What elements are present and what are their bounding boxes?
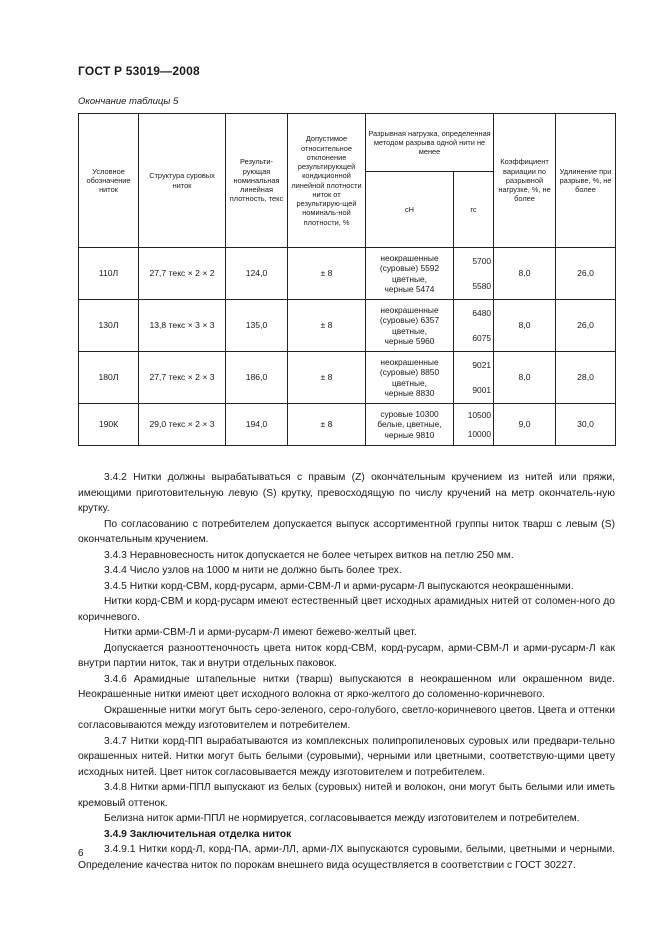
table-caption: Окончание таблицы 5 [78,96,179,107]
load-line: цветные, [392,377,427,388]
cell-deviation: ± 8 [288,248,366,300]
cell-deviation: ± 8 [288,300,366,352]
cell-structure: 13,8 текс × 3 × 3 [139,300,226,352]
cell-density: 135,0 [226,300,288,352]
cell-variation: 8,0 [494,352,556,404]
load-line: черные 9810 [384,429,435,440]
paragraph: Нитки арми-СВМ-Л и арми-русарм-Л имеют бежево-желтый цвет. [104,627,417,638]
paragraph: 3.4.4 Число узлов на 1000 м нити не должно быть более трех. [104,565,402,576]
cell-designation: 180Л [79,352,139,404]
gs-bottom: 6075 [472,332,492,343]
header-deviation: Допустимое относительное отклонение результирующей кондиционной линейной плотности ниток от результирую-щей номиналь-ной плотности, % [288,114,366,248]
cell-load-sn [366,352,454,404]
header-sn: сН [366,172,454,248]
table-row [79,404,616,446]
cell-load-gs [454,404,494,446]
paragraph: Окрашенные нитки могут быть серо-зеленого, серо-голубого, светло-коричневого цветов. Цвета и оттенки согласовываются между изготовителем и потребителем. [78,704,615,731]
cell-deviation: ± 8 [288,352,366,404]
load-line: черные 8830 [384,388,435,398]
document-title: ГОСТ Р 53019—2008 [78,64,200,78]
load-line: (суровые) 8850 [379,367,440,377]
load-line: черные 5474 [384,284,435,294]
gs-top: 9021 [472,360,492,370]
gs-bottom: 5580 [472,280,492,291]
cell-variation: 8,0 [494,300,556,352]
cell-designation: 110Л [79,248,139,300]
paragraph: 3.4.6 Арамидные штапельные нитки (тварш) выпускаются в неокрашенном или окрашенном виде. Неокрашенные нитки имеют цвет исходного волокна от ярко-желтого до соломенно-коричневого. [78,673,615,700]
cell-designation: 130Л [79,300,139,352]
table-row [79,248,616,300]
header-designation: Условное обозначение ниток [79,114,139,248]
gs-top: 6480 [472,308,492,318]
cell-variation: 8,0 [494,248,556,300]
cell-structure: 27,7 текс × 2 × 3 [139,352,226,404]
cell-deviation: ± 8 [288,404,366,446]
cell-load-sn [366,248,454,300]
paragraph: Допускается разнооттеночность цвета ниток корд-СВМ, корд-русарм, арми-СВМ-Л и арми-русарм-Л как внутри партии ниток, так и внутри отдельных паковок. [78,642,615,669]
gs-top: 5700 [472,256,492,266]
gs-bottom: 9001 [472,384,492,395]
paragraph: По согласованию с потребителем допускается выпуск ассортиментной группы ниток тварш с левым (S) окончательным кручением. [78,518,615,545]
cell-designation: 190К [79,404,139,446]
section-heading: 3.4.9 Заключительная отделка ниток [104,828,292,840]
cell-density: 124,0 [226,248,288,300]
header-variation: Коэффициент вариации по разрывной нагрузке, %, не более [494,114,556,248]
body-text [78,470,615,873]
paragraph: 3.4.7 Нитки корд-ПП вырабатываются из комплексных полипропиленовых суровых или предвари-тельно окрашенных нитей. Нитки могут быть белыми (суровыми), черными или цветными, соответствую-щими цвету исходных нитей. Цвет ниток согласовывается между изготовителем и потребителем. [78,735,615,778]
paragraph: 3.4.5 Нитки корд-СВМ, корд-русарм, арми-СВМ-Л и арми-русарм-Л выпускаются неокрашенными. [104,580,574,592]
load-line: белые, цветные, [377,419,442,430]
paragraph: 3.4.8 Нитки арми-ППЛ выпускают из белых (суровых) нитей и волокон, они могут быть белыми или иметь кремовый оттенок. [78,782,615,809]
cell-density: 194,0 [226,404,288,446]
table-row [79,300,616,352]
cell-load-sn [366,300,454,352]
specification-table [78,113,616,446]
page-number: 6 [78,848,84,859]
paragraph: 3.4.2 Нитки должны вырабатываться с правым (Z) окончательным кручением из нитей или пряжи, имеющими приготовительную левую (S) крутку, превосходящую по числу кручений на метр окончатель-ную крутку. [78,472,615,514]
paragraph: Белизна ниток арми-ППЛ не нормируется, согласовывается между изготовителем и потребителем. [104,813,580,824]
header-elongation: Удлинение при разрыве, %, не более [556,114,616,248]
paragraph: 3.4.9.1 Нитки корд-Л, корд-ПА, арми-ЛЛ, арми-ЛХ выпускаются суровыми, белыми, цветными и черными. Определение качества ниток по порокам внешнего вида осуществляется в соответствии с ГОСТ 30227. [78,844,615,871]
cell-load-gs [454,352,494,404]
gs-bottom: 10000 [467,428,492,439]
header-density: Результи-рующая номинальная линейная плотность, текс [226,114,288,248]
load-line: неокрашенные [380,356,439,367]
cell-load-sn [366,404,454,446]
cell-structure: 27,7 текс × 2 × 2 [139,248,226,300]
load-line: цветные, [392,273,427,284]
table-row [79,352,616,404]
header-breaking-load: Разрывная нагрузка, определенная методом разрыва одной нити не менее [366,114,494,172]
load-line: суровые 10300 [380,408,439,419]
cell-elongation: 26,0 [556,248,616,300]
cell-density: 186,0 [226,352,288,404]
load-line: цветные, [392,325,427,336]
header-gs: гс [454,172,494,248]
load-line: черные 5960 [384,336,435,346]
cell-elongation: 26,0 [556,300,616,352]
cell-variation: 9,0 [494,404,556,446]
cell-load-gs [454,248,494,300]
paragraph: Нитки корд-СВМ и корд-русарм имеют естественный цвет исходных арамидных нитей от соломен-ного до коричневого. [78,596,615,623]
cell-load-gs [454,300,494,352]
cell-elongation: 28,0 [556,352,616,404]
cell-elongation: 30,0 [556,404,616,446]
load-line: неокрашенные [380,252,439,263]
cell-structure: 29,0 текс × 2 × 3 [139,404,226,446]
load-line: (суровые) 6357 [379,315,440,325]
header-structure: Структура суровых ниток [139,114,226,248]
load-line: (суровые) 5592 [379,263,440,273]
paragraph: 3.4.3 Неравновесность ниток допускается не более четырех витков на петлю 250 мм. [104,549,514,561]
load-line: неокрашенные [380,304,439,315]
gs-top: 10500 [467,410,492,420]
